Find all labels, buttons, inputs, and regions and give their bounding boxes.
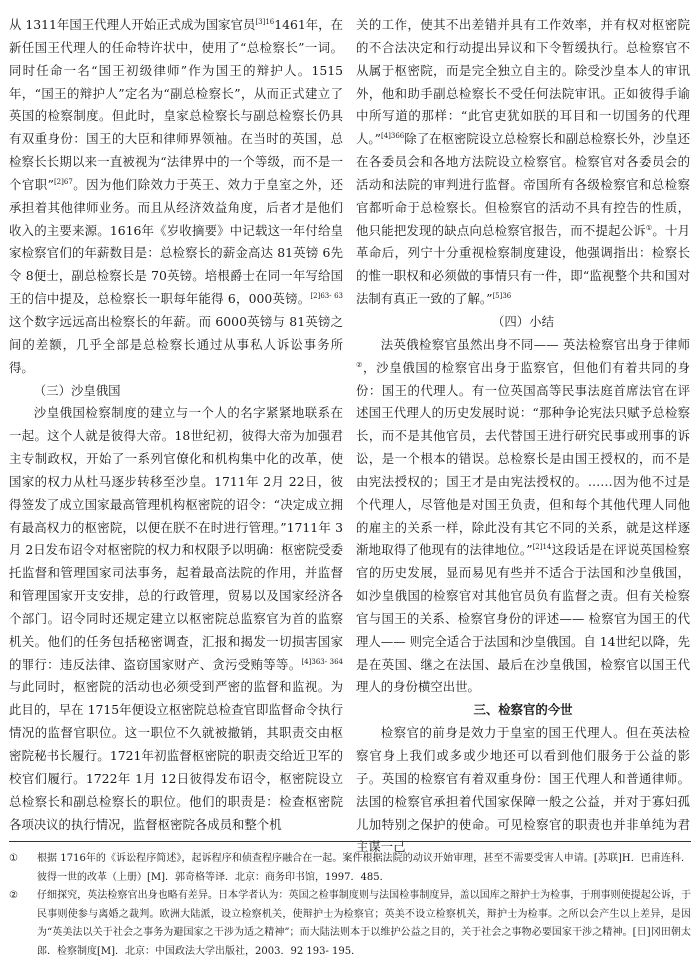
footnote-ref: ① xyxy=(645,223,653,232)
text-run: 1461年，在新任国王代理人的任命特许状中，使用了“总检察长”一词。同时任命一名“国王初级律师”作为国王的辩护人。1515年，“国王的辩护人”定名为“副总检察长”，从而正式建立了英国的检察制度。但此时，皇家总检察长与副总检察长仍具有双重身份：国王的大臣和律师界领袖。在当时的英国，总检察长长期以来一直被视为“法律界中的一个等级，而不是一个官职” xyxy=(9,17,343,192)
text-run: 与此同时，枢密院的活动也必须受到严密的监督和监视。为此目的，早在 1715年便设立枢密院总检查官即监督命令执行情况的监督官职位。这一职位不久就被撤销，其职责交由枢密院秘书长履行。1721年初监督枢密院的职责交给近卫军的校官们履行。1722年 1月 12日彼得发布诏令，枢密院设立总检察长和副总检察长的职位。他们的职责是：检查枢密院各项决议的执行情况，监督枢密院各成员和整个机 xyxy=(9,679,343,832)
citation-ref: [2]63- 63 xyxy=(310,292,343,300)
text-run: 这段话是在评说英国检察官的历史发展，显而易见有些并不适合于法国和沙皇俄国，如沙皇俄国的检察官对其他官员负有监督之责。但有关检察官与国王的关系、检察官身份的评述—— 检察官为国王的代理人—— 则完全适合于法国和沙皇俄国。自 14世纪以降，先是在英国、继之在法国、最后在沙皇俄国，检察官以国王代理人的身份横空出世。 xyxy=(356,542,691,695)
section-heading-summary: （四）小结 xyxy=(492,313,554,329)
footnote-text: 仔细探究，英法检察官出身也略有差异。日本学者认为：英国之检事制度则与法国检事制度异，盖以国库之辩护士为检事，于刑事则使提起公诉，于民事则使参与离婚之裁判。欧洲大陆派，设立检察机关，使辩护士为检察官；英美不设立检察机关，辩护士为检事。之所以会产生以上差异，是因为“英美法以关于社会之事务为避国家之干涉为适之精神”；而大陆法则本于以维护公益之目的，关于社会之事物必要国家干涉之精神。[日]冈田朝太郎．检察制度[M]．北京：中国政法大学出版社，2003．92 193- 195． xyxy=(37,890,691,957)
text-run: 这个数字远远高出检察长的年薪。而 6000英镑与 81英镑之间的差额，几乎全部是总检察长通过从事私人诉讼事务所得。 xyxy=(9,313,343,375)
paragraph-summary xyxy=(356,334,690,700)
paragraph-england-origins xyxy=(9,14,343,380)
footnote-text: 根据 1716年的《诉讼程序简述》，起诉程序和侦查程序融合在一起。案件根据法院的动议开始审理，甚至不需要受害人申请。[苏联]Н．巴甫连科．彼得一世的改革（上册）[M]．郭奇格等译．北京：商务印书馆，1997．485． xyxy=(37,853,691,883)
citation-ref: [2]14 xyxy=(532,543,552,552)
text-run: 从 1311年国王代理人开始正式成为国家官员 xyxy=(9,17,256,32)
citation-ref: [2]67 xyxy=(53,177,73,186)
paragraph-present-day: 检察官的前身是效力于皇室的国王代理人。但在英法检察官身上我们或多或少地还可以看到他们服务于公益的影子。英国的检察官有着双重身份：国王代理人和普通律师。法国的检察官承担着代国家保障一般之公益，并对于寡妇孤儿加特别之保护的使命。可见检察官的职责也并非单纯为君主谋一己 xyxy=(356,725,690,855)
text-run: ，沙皇俄国的检察官出身于监察官，但他们有着共同的身份：国王的代理人。有一位英国高等民事法庭首席法官在评述国王代理人的历史发展时说：“那种争论宪法只赋予总检察长，而不是其他官员，去代替国王进行研究民事或刑事的诉讼，是一个根本的错误。总检察长是由国王授权的，而不是由宪法授权的；国王才是由宪法授权的。……因为他不过是个代理人，尽管他是对国王负责，但和每个其他代理人同他的雇主的关系一样，除此没有其它不同的关系，就是这样逐渐地取得了他现有的法律地位。” xyxy=(356,359,691,558)
footnote-divider xyxy=(9,841,691,842)
text-run: 除了在枢密院设立总检察长和副总检察长外，沙皇还在各委员会和各地方法院设立检察官。检察官对各委员会的活动和法院的审判进行监督。帝国所有各级检察官和总检察官都听命于总检察长。但检察官的活动不具有控告的性质，他只能把发现的缺点向总检察官报告，而不提起公诉 xyxy=(356,131,690,238)
paragraph-russia-continued xyxy=(356,14,690,311)
footnote-mark: ① xyxy=(9,853,18,864)
text-run: 沙皇俄国检察制度的建立与一个人的名字紧紧地联系在一起。这个人就是彼得大帝。18世纪初，彼得大帝为加强君主专制政权，开始了一系列官僚化和机构集中化的改革，使国家的权力从杜马逐步转移至沙皇。1711年 2月 22日，彼得签发了成立国家最高管理机构枢密院的诏令：“决定成立拥有最高权力的枢密院，以便在朕不在时进行管理。”1711年 3月 2日发布诏令对枢密院的权力和权限予以明确：枢密院受委托监督和管理国家司法事务，起着最高法院的作用，并监督和管理国家开支安排，总的行政管理，贸易以及国家经济各个部门。诏令同时还规定建立以枢密院总监察官为首的监察机关。他们的任务包括秘密调查，汇报和揭发一切损害国家的罪行：违反法律、盗窃国家财产、贪污受贿等等。 xyxy=(9,405,343,672)
left-column xyxy=(9,14,343,836)
citation-ref: [4]363- 364 xyxy=(301,657,344,666)
citation-ref: [5]36 xyxy=(492,292,512,300)
section-heading-russia: （三）沙皇俄国 xyxy=(33,382,121,398)
footnote-item xyxy=(9,887,691,961)
footnote-item xyxy=(9,850,691,887)
footnotes xyxy=(9,850,691,961)
paragraph-russia xyxy=(9,402,343,836)
text-run: 法英俄检察官虽然出身不同—— 英法检察官出身于律师 xyxy=(380,336,690,352)
text-run: 。因为他们除效力于英王、效力于皇室之外，还承担着其他律师业务。而且从经济效益角度，后者才是他们收入的主要来源。1616年《岁收摘要》中记载这一年付给皇家检察官们的年薪数目是：总检察长的薪金高达 81英镑 6先令 8便士，副总检察长是 70英镑。培根爵士在同一年写给国王的信中提及，总检察长一职每年能得 6，000英镑。 xyxy=(9,176,344,307)
footnote-ref: ② xyxy=(356,360,363,369)
main-section-heading: 三、检察官的今世 xyxy=(473,702,573,718)
right-column xyxy=(356,14,690,859)
citation-ref: [3]16 xyxy=(255,17,275,26)
text-run: 关的工作，使其不出差错并具有工作效率，并有权对枢密院的不合法决定和行动提出异议和下令暂缓执行。总检察官不从属于枢密院，而是完全独立自主的。除受沙皇本人的审讯外，他和助手副总检察长不受任何法院审讯。正如彼得手谕中所写道的那样：“此官吏犹如朕的耳目和一切国务的代理人。” xyxy=(356,17,690,147)
text-run: 。十月革命后，列宁十分重视检察制度建设，他强调指出：检察长的惟一职权和必须做的事情只有一件，即“监视整个共和国对法制有真正一致的了解。” xyxy=(356,222,691,307)
citation-ref: [4]366 xyxy=(380,132,405,141)
footnote-mark: ② xyxy=(9,890,18,901)
